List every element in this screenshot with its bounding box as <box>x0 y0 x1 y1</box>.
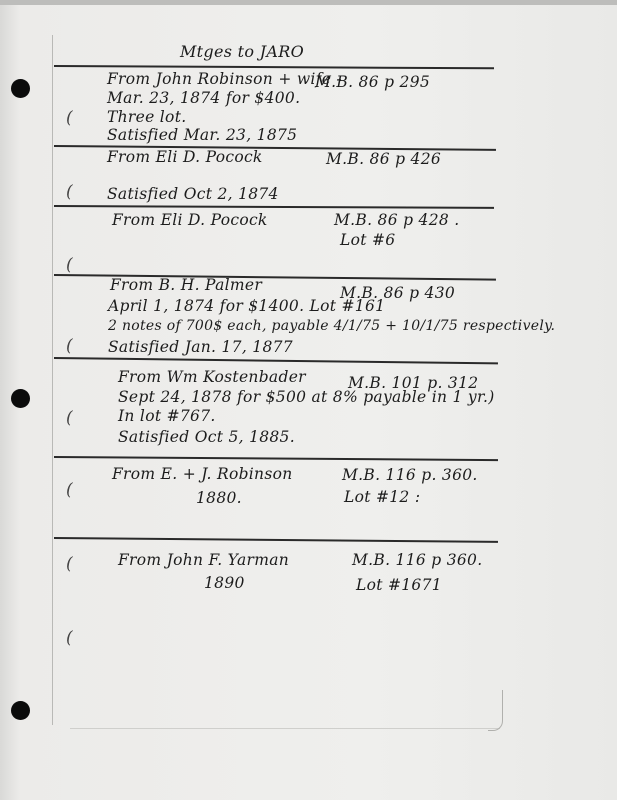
entry-from: From Eli D. Pocock <box>107 148 263 166</box>
entry-satisfied: Satisfied Mar. 23, 1875 <box>107 126 298 144</box>
entry-detail: Sept 24, 1878 for $500 at 8% payable in 1 yr.) <box>118 388 495 406</box>
entry-detail: April 1, 1874 for $1400. Lot #161 <box>108 297 386 315</box>
entry-reference: M.B. 101 p. 312 <box>348 374 479 392</box>
entry-reference: M.B. 116 p 360. <box>352 551 483 569</box>
entry-satisfied: Satisfied Oct 5, 1885. <box>118 428 295 446</box>
entry-from: From B. H. Palmer <box>110 276 263 294</box>
margin-mark: ( <box>66 336 73 356</box>
margin-mark: ( <box>66 182 73 202</box>
bottom-line <box>70 728 500 729</box>
divider-line <box>54 357 498 364</box>
margin-mark: ( <box>66 108 73 128</box>
entry-year: 1880. <box>196 489 242 507</box>
binder-hole-middle <box>11 389 30 408</box>
divider-line <box>54 537 498 543</box>
entry-lot: Lot #12 : <box>344 488 421 506</box>
binder-hole-top <box>11 79 30 98</box>
entry-from: From Eli D. Pocock <box>112 211 268 229</box>
margin-mark: ( <box>66 255 73 275</box>
margin-mark: ( <box>66 628 73 648</box>
entry-detail: In lot #767. <box>118 407 216 425</box>
margin-mark: ( <box>66 554 73 574</box>
entry-reference: M.B. 116 p. 360. <box>342 466 478 484</box>
entry-reference: M.B. 86 p 430 <box>340 284 456 302</box>
entry-from: From John Robinson + wife - <box>107 70 342 88</box>
entry-reference: M.B. 86 p 428 . <box>334 211 460 229</box>
entry-from: From John F. Yarman <box>118 551 290 569</box>
margin-line <box>52 35 53 725</box>
page-top-edge <box>0 0 617 5</box>
entry-detail: Three lot. <box>107 108 187 126</box>
entry-satisfied: Satisfied Jan. 17, 1877 <box>108 338 293 356</box>
entry-from: From Wm Kostenbader <box>118 368 306 386</box>
entry-satisfied: Satisfied Oct 2, 1874 <box>107 185 279 203</box>
divider-line <box>54 456 498 461</box>
page-title: Mtges to JARO <box>180 42 305 61</box>
divider-line <box>54 205 494 209</box>
entry-lot: Lot #1671 <box>356 576 442 594</box>
entry-from: From E. + J. Robinson <box>112 465 293 483</box>
margin-mark: ( <box>66 480 73 500</box>
margin-mark: ( <box>66 408 73 428</box>
entry-lot: Lot #6 <box>340 231 396 249</box>
entry-reference: M.B. 86 p 426 <box>326 150 442 168</box>
entry-detail: 2 notes of 700$ each, payable 4/1/75 + 10/1/75 respectively. <box>108 318 556 334</box>
entry-detail: Mar. 23, 1874 for $400. <box>107 89 301 107</box>
divider-line <box>54 65 494 69</box>
entry-year: 1890 <box>204 574 245 592</box>
card-corner <box>488 690 503 731</box>
entry-reference: M.B. 86 p 295 <box>315 73 431 91</box>
binder-hole-bottom <box>11 701 30 720</box>
